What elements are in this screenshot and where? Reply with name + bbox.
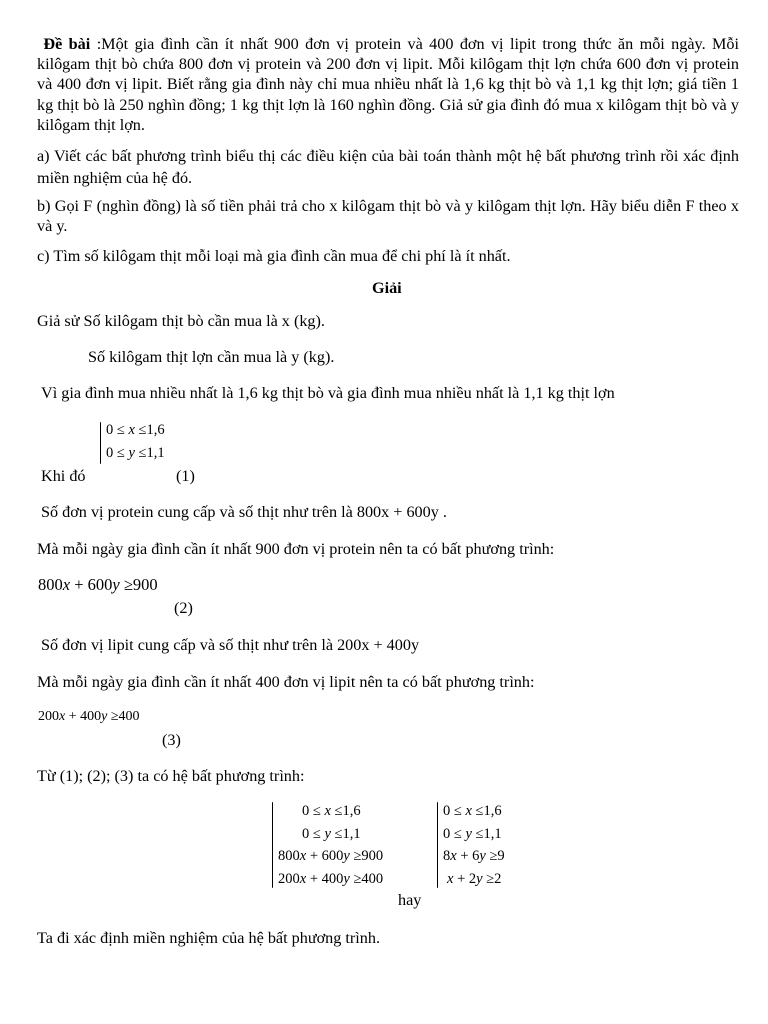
- system-left-row-4: 200x + 400y ≥400: [278, 871, 384, 887]
- equation-label-1: (1): [176, 467, 195, 485]
- system-1-row-1: 0 ≤ x ≤1,6: [106, 422, 165, 438]
- part-b: b) Gọi F (nghìn đồng) là số tiền phải trả cho x kilôgam thịt bò và y kilôgam thịt lợn. Hãy biểu diễn F theo x và y.: [37, 197, 739, 235]
- part-c: c) Tìm số kilôgam thịt mỗi loại mà gia đình cần mua để chi phí là ít nhất.: [37, 247, 511, 265]
- system-full-right-brace: [437, 802, 438, 888]
- inequality-3: 200x + 400y ≥400: [38, 709, 140, 724]
- system-right-row-4: x + 2y ≥2: [447, 871, 502, 887]
- equation-label-3: (3): [162, 731, 181, 749]
- system-full-left-brace: [272, 802, 273, 888]
- system-right-row-2: 0 ≤ y ≤1,1: [443, 826, 502, 842]
- part-a: a) Viết các bất phương trình biểu thị các điều kiện của bài toán thành một hệ bất phương trình rồi xác định miền nghiệm của hệ đó.: [37, 147, 739, 187]
- inequality-2: 800x + 600y ≥900: [38, 575, 158, 594]
- solution-line-2: Số kilôgam thịt lợn cần mua là y (kg).: [88, 348, 335, 366]
- system-left-row-3: 800x + 600y ≥900: [278, 848, 384, 864]
- system-left-row-2: 0 ≤ y ≤1,1: [302, 826, 361, 842]
- solution-line-5: Mà mỗi ngày gia đình cần ít nhất 900 đơn vị protein nên ta có bất phương trình:: [37, 540, 555, 558]
- solution-line-8: Từ (1); (2); (3) ta có hệ bất phương trình:: [37, 767, 305, 785]
- system-left-row-1: 0 ≤ x ≤1,6: [302, 803, 361, 819]
- equation-label-2: (2): [174, 599, 193, 617]
- system-1-brace: [100, 422, 101, 464]
- solution-line-6: Số đơn vị lipit cung cấp và số thịt như trên là 200x + 400y: [41, 636, 420, 654]
- solution-line-4: Số đơn vị protein cung cấp và số thịt như trên là 800x + 600y .: [41, 503, 447, 521]
- system-right-row-1: 0 ≤ x ≤1,6: [443, 803, 502, 819]
- hay-label: hay: [398, 891, 422, 909]
- problem-label: Đề bài: [43, 35, 91, 53]
- solution-line-7: Mà mỗi ngày gia đình cần ít nhất 400 đơn vị lipit nên ta có bất phương trình:: [37, 673, 535, 691]
- system-1-row-2: 0 ≤ y ≤1,1: [106, 445, 165, 461]
- problem-statement: [37, 34, 739, 135]
- problem-text: :Một gia đình cần ít nhất 900 đơn vị protein và 400 đơn vị lipit trong thức ăn mỗi ngày. Mỗi kilôgam thịt bò chứa 800 đơn vị protein và 200 đơn vị lipit. Mỗi kilôgam thịt lợn chứa 600 đơn vị protein và 400 đơn vị lipit. Biết rằng gia đình này chỉ mua nhiều nhất là 1,6 kg thịt bò và 1,1 kg thịt lợn; giá tiền 1 kg thịt bò là 250 nghìn đồng; 1 kg thịt lợn là 160 nghìn đồng. Giả sử gia đình đó mua x kilôgam thịt bò và y kilôgam thịt lợn.: [37, 35, 740, 134]
- solution-heading: Giải: [372, 279, 402, 297]
- solution-line-3: Vì gia đình mua nhiều nhất là 1,6 kg thịt bò và gia đình mua nhiều nhất là 1,1 kg thịt lợn: [41, 384, 615, 402]
- system-right-row-3: 8x + 6y ≥9: [443, 848, 505, 864]
- solution-line-1: Giả sử Số kilôgam thịt bò cần mua là x (kg).: [37, 312, 325, 330]
- khi-do-label: Khi đó: [41, 467, 86, 485]
- solution-line-9: Ta đi xác định miền nghiệm của hệ bất phương trình.: [37, 929, 381, 947]
